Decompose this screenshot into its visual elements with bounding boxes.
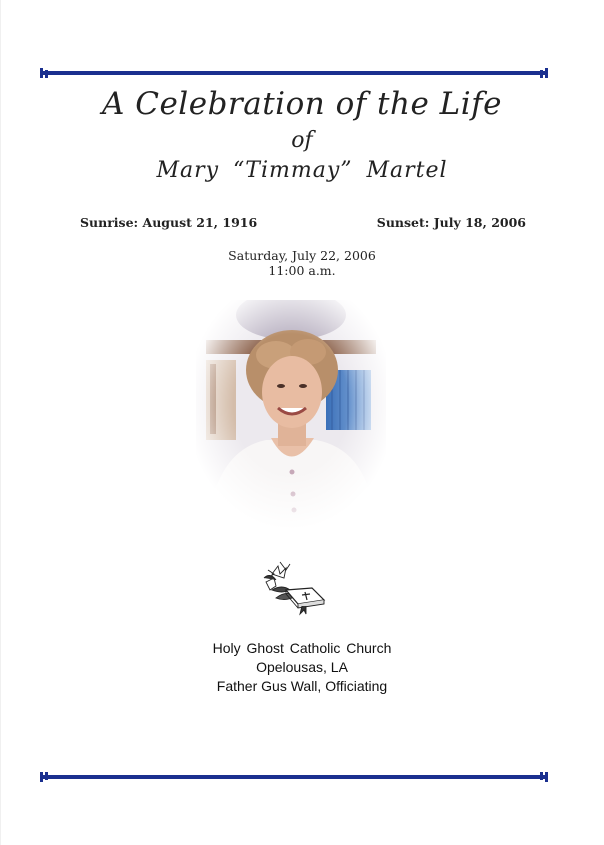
program-title: A Celebration of the Life bbox=[102, 86, 502, 122]
service-time: 11:00 a.m. bbox=[268, 263, 336, 278]
church-info bbox=[0, 639, 604, 696]
deceased-name: Mary “Timmay” Martel bbox=[156, 158, 448, 183]
top-border-rule bbox=[40, 68, 548, 78]
right-corner-ornament-icon bbox=[530, 772, 548, 782]
service-date: Saturday, July 22, 2006 bbox=[228, 248, 376, 263]
church-name: Holy Ghost Catholic Church bbox=[212, 640, 392, 656]
portrait-photo bbox=[196, 300, 386, 530]
sunrise-date: Sunrise: August 21, 1916 bbox=[80, 215, 258, 230]
service-datetime bbox=[0, 248, 604, 278]
sunset-date: Sunset: July 18, 2006 bbox=[376, 215, 526, 230]
bottom-border-rule bbox=[40, 772, 548, 782]
top-border-line bbox=[56, 71, 532, 75]
right-corner-ornament-icon bbox=[530, 68, 548, 78]
officiant: Father Gus Wall, Officiating bbox=[216, 678, 388, 694]
bottom-border-line bbox=[56, 775, 532, 779]
church-location: Opelousas, LA bbox=[256, 659, 348, 675]
of-word: of bbox=[291, 128, 313, 153]
bible-lilies-emblem bbox=[262, 560, 328, 616]
bible-lilies-icon bbox=[262, 560, 328, 616]
